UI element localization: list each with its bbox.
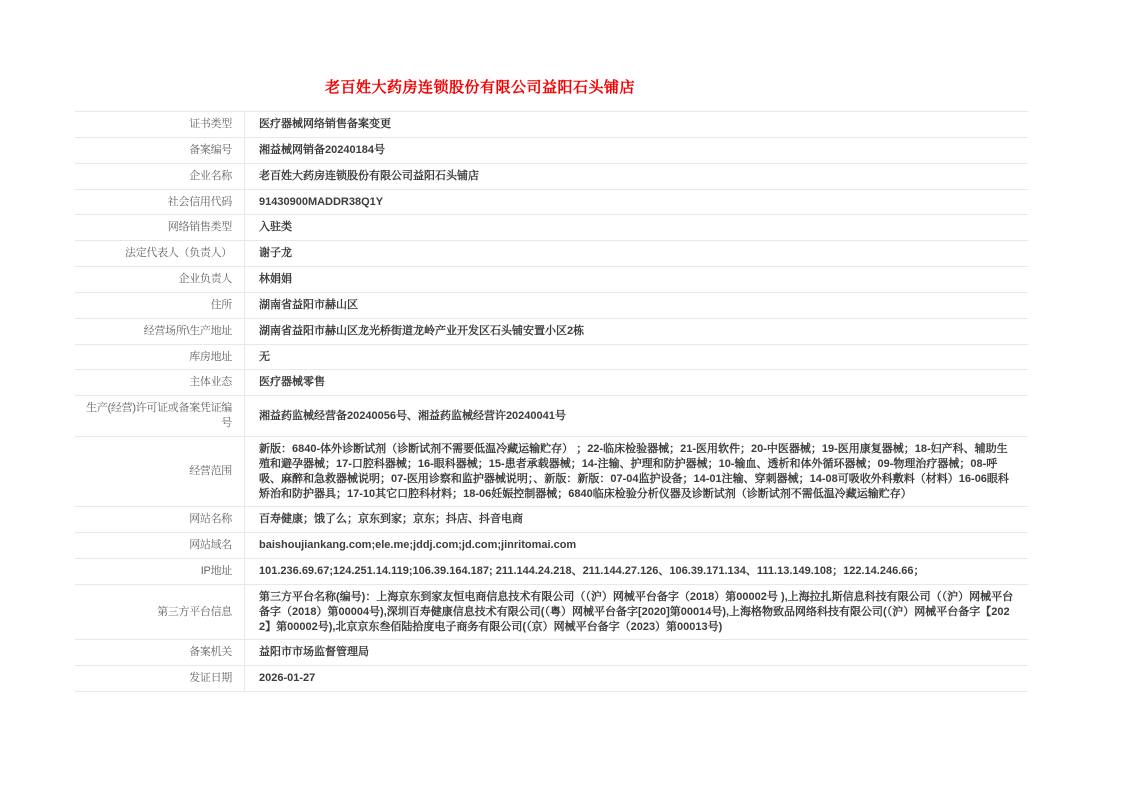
row-label: 备案机关 <box>75 640 245 666</box>
row-label: 网站域名 <box>75 533 245 559</box>
row-value: 2026-01-27 <box>245 666 1029 692</box>
row-value: 百寿健康；饿了么；京东到家；京东；抖店、抖音电商 <box>245 507 1029 533</box>
row-label: 备案编号 <box>75 137 245 163</box>
table-row <box>75 507 1028 533</box>
table-row <box>75 215 1028 241</box>
row-value: 湘益械网销备20240184号 <box>245 137 1029 163</box>
row-value: 湘益药监械经营备20240056号、湘益药监械经营许20240041号 <box>245 396 1029 437</box>
row-value: 91430900MADDR38Q1Y <box>245 189 1029 215</box>
row-label: 社会信用代码 <box>75 189 245 215</box>
table-row <box>75 112 1028 138</box>
table-row <box>75 344 1028 370</box>
row-value: 医疗器械网络销售备案变更 <box>245 112 1029 138</box>
row-label: 经营场所\生产地址 <box>75 318 245 344</box>
table-row <box>75 370 1028 396</box>
row-value: 第三方平台名称(编号)：上海京东到家友恒电商信息技术有限公司（（沪）网械平台备字（2018）第00002号 ),上海拉扎斯信息科技有限公司（（沪）网械平台备字（2018）第00004号),深圳百寿健康信息技术有限公司(（粤）网械平台备字[2020]第00014号),上海格物致品网络科技有限公司(（沪）网械平台备字【2022】第00002号),北京京东叁佰陆拾度电子商务有限公司(（京）网械平台备字（2023）第00013号) <box>245 584 1029 640</box>
row-value: 老百姓大药房连锁股份有限公司益阳石头铺店 <box>245 163 1029 189</box>
table-row <box>75 584 1028 640</box>
row-label: 主体业态 <box>75 370 245 396</box>
row-value: 医疗器械零售 <box>245 370 1029 396</box>
page-title: 老百姓大药房连锁股份有限公司益阳石头铺店 <box>324 79 635 96</box>
row-label: 法定代表人（负责人） <box>75 241 245 267</box>
row-value: 101.236.69.67;124.251.14.119;106.39.164.187; 211.144.24.218、211.144.27.126、106.39.171.134、111.13.149.108；122.14.246.66； <box>245 559 1029 585</box>
row-label: 网络销售类型 <box>75 215 245 241</box>
row-label: 网站名称 <box>75 507 245 533</box>
table-row <box>75 318 1028 344</box>
table-row <box>75 640 1028 666</box>
row-label: 发证日期 <box>75 666 245 692</box>
row-value: 入驻类 <box>245 215 1029 241</box>
table-row <box>75 189 1028 215</box>
row-value: 湖南省益阳市赫山区 <box>245 292 1029 318</box>
table-row <box>75 559 1028 585</box>
row-value: 无 <box>245 344 1029 370</box>
row-label: 经营范围 <box>75 436 245 506</box>
row-value: baishoujiankang.com;ele.me;jddj.com;jd.com;jinritomai.com <box>245 533 1029 559</box>
row-label: 第三方平台信息 <box>75 584 245 640</box>
table-row <box>75 436 1028 506</box>
table-row <box>75 396 1028 437</box>
table-row <box>75 163 1028 189</box>
table-row <box>75 267 1028 293</box>
row-value: 新版：6840-体外诊断试剂（诊断试剂不需要低温冷藏运输贮存） ；22-临床检验器械；21-医用软件；20-中医器械；19-医用康复器械；18-妇产科、辅助生殖和避孕器械；17-口腔科器械；16-眼科器械；15-患者承载器械；14-注输、护理和防护器械；10-输血、透析和体外循环器械；09-物理治疗器械；08-呼吸、麻醉和急救器械说明；07-医用诊察和监护器械说明；、新版：新版：07-04监护设备；14-01注输、穿刺器械；14-08可吸收外科敷料（材料）16-06眼科矫治和防护器具；17-10其它口腔科材料；18-06妊娠控制器械；6840临床检验分析仪器及诊断试剂（诊断试剂不需低温冷藏运输贮存） <box>245 436 1029 506</box>
row-value: 湖南省益阳市赫山区龙光桥街道龙岭产业开发区石头铺安置小区2栋 <box>245 318 1029 344</box>
row-label: 库房地址 <box>75 344 245 370</box>
row-value: 林娟娟 <box>245 267 1029 293</box>
table-row <box>75 292 1028 318</box>
title-wrap <box>75 0 885 97</box>
certificate-table <box>75 111 1028 692</box>
row-label: 企业负责人 <box>75 267 245 293</box>
row-value: 谢子龙 <box>245 241 1029 267</box>
row-label: IP地址 <box>75 559 245 585</box>
row-label: 生产(经营)许可证或备案凭证编号 <box>75 396 245 437</box>
table-row <box>75 137 1028 163</box>
row-label: 企业名称 <box>75 163 245 189</box>
table-row <box>75 666 1028 692</box>
row-value: 益阳市市场监督管理局 <box>245 640 1029 666</box>
row-label: 证书类型 <box>75 112 245 138</box>
row-label: 住所 <box>75 292 245 318</box>
table-row <box>75 533 1028 559</box>
table-row <box>75 241 1028 267</box>
